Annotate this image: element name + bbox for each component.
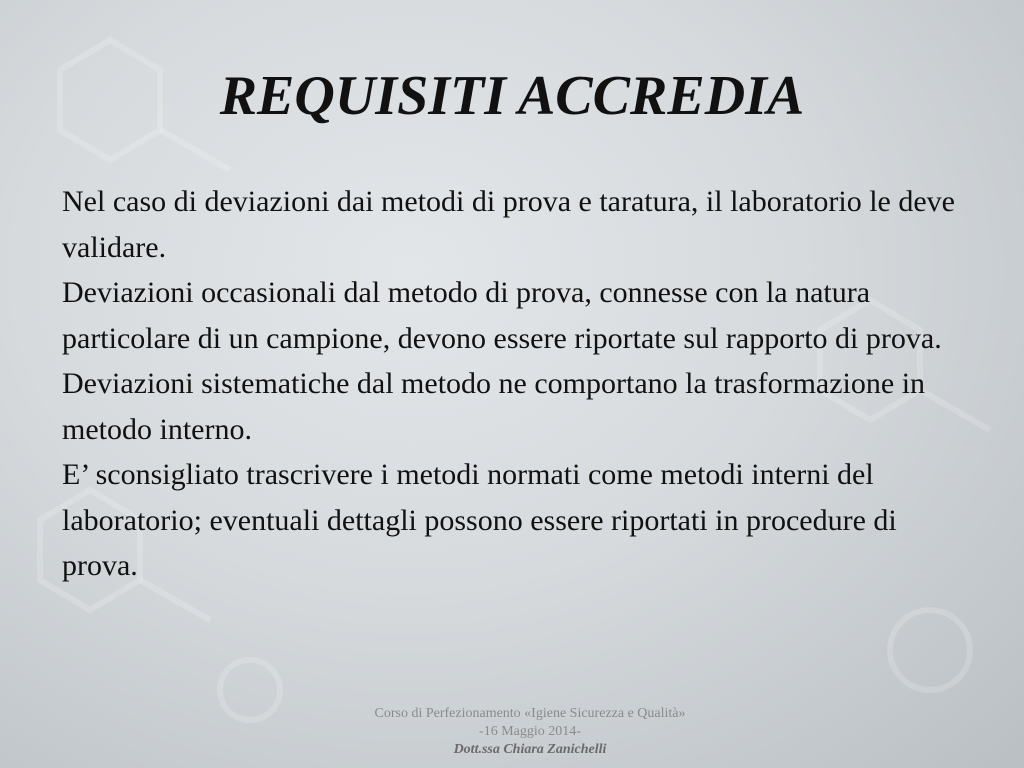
body-paragraph-2: Deviazioni occasionali dal metodo di prova, connesse con la natura particolare di un campione, devono essere riportate sul rapporto di prova.: [62, 276, 942, 355]
body-paragraph-4: E’ sconsigliato trascrivere i metodi normati come metodi interni del laboratorio; eventuali dettagli possono essere riportati in procedure di prova.: [62, 458, 897, 582]
slide-footer: [300, 705, 760, 759]
body-paragraph-3: Deviazioni sistematiche dal metodo ne comportano la trasformazione in metodo interno.: [62, 367, 926, 446]
footer-course: Corso di Perfezionamento «Igiene Sicurezza e Qualità»: [374, 706, 686, 721]
body-paragraph-1: Nel caso di deviazioni dai metodi di prova e taratura, il laboratorio le deve validare.: [62, 185, 955, 264]
slide-title: REQUISITI ACCREDIA: [219, 65, 805, 127]
slide-body: [62, 179, 962, 589]
footer-date: -16 Maggio 2014-: [479, 724, 581, 739]
footer-author: Dott.ssa Chiara Zanichelli: [453, 742, 607, 757]
